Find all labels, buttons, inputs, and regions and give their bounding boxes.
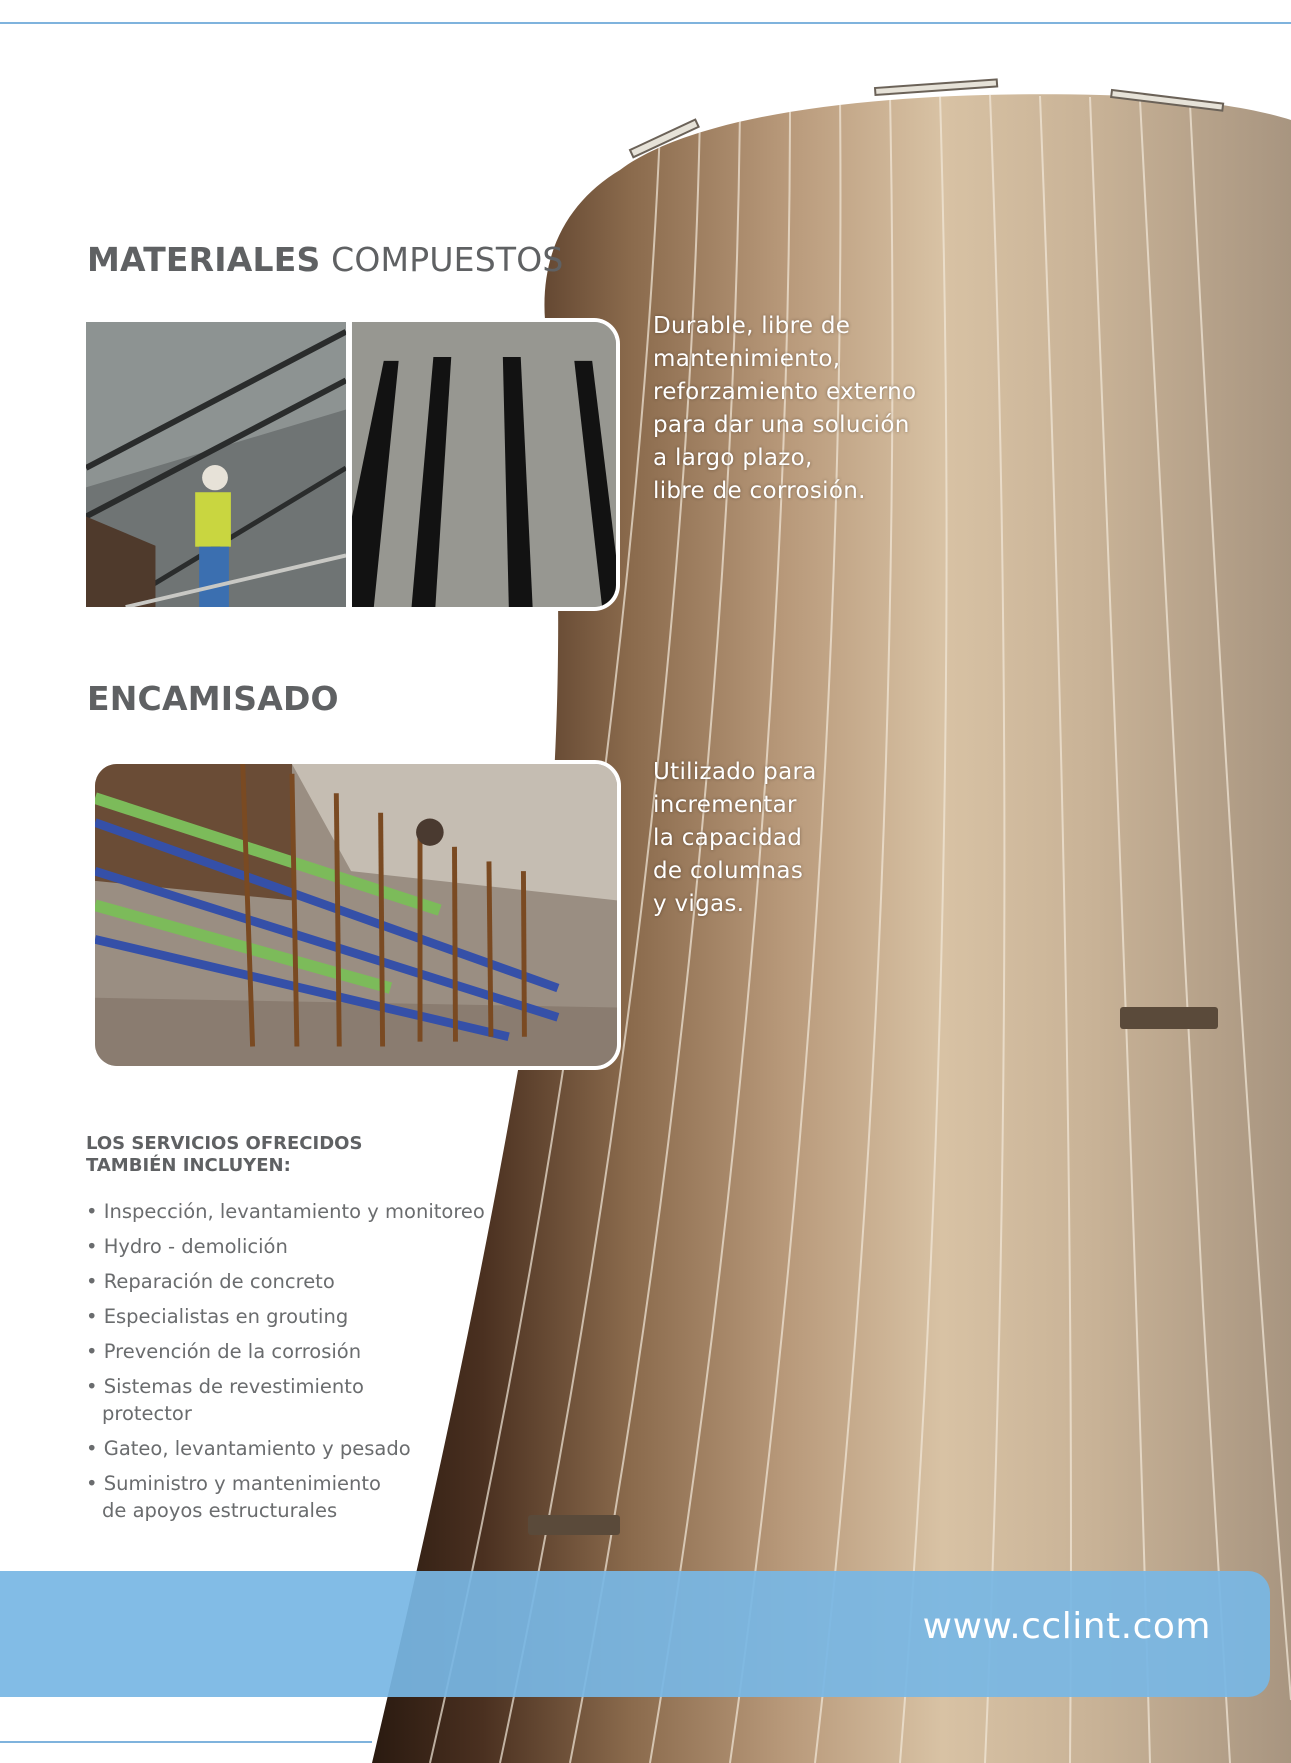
website-url[interactable]: www.cclint.com [922,1606,1211,1647]
composites-photo-image [86,322,616,607]
composites-photo [86,318,620,611]
services-list-item: • Inspección, levantamiento y monitoreo [86,1198,506,1225]
section-title-composites [87,240,564,279]
services-list-item: • Sistemas de revestimiento protector [86,1373,506,1427]
bottom-rule [0,1741,372,1743]
services-list-item: • Prevención de la corrosión [86,1338,506,1365]
section-title-jacketing: ENCAMISADO [87,679,339,718]
jacketing-description: Utilizado para incrementar la capacidad de columnas y vigas. [653,759,817,917]
section-title-composites-light: COMPUESTOS [331,240,564,279]
section-title-composites-bold: MATERIALES [87,240,321,279]
services-list-item: • Gateo, levantamiento y pesado [86,1435,506,1462]
services-list-item: • Reparación de concreto [86,1268,506,1295]
services-list-item: • Hydro - demolición [86,1233,506,1260]
composites-description: Durable, libre de mantenimiento, reforzamiento externo para dar una solución a largo plazo, libre de corrosión. [653,313,917,504]
jacketing-photo-image [95,764,617,1066]
jacketing-photo [91,760,621,1070]
services-list-item: • Suministro y mantenimiento de apoyos estructurales [86,1470,506,1524]
services-list-item: • Especialistas en grouting [86,1303,506,1330]
services-list [86,1198,506,1532]
services-title: LOS SERVICIOS OFRECIDOS TAMBIÉN INCLUYEN: [86,1133,363,1176]
